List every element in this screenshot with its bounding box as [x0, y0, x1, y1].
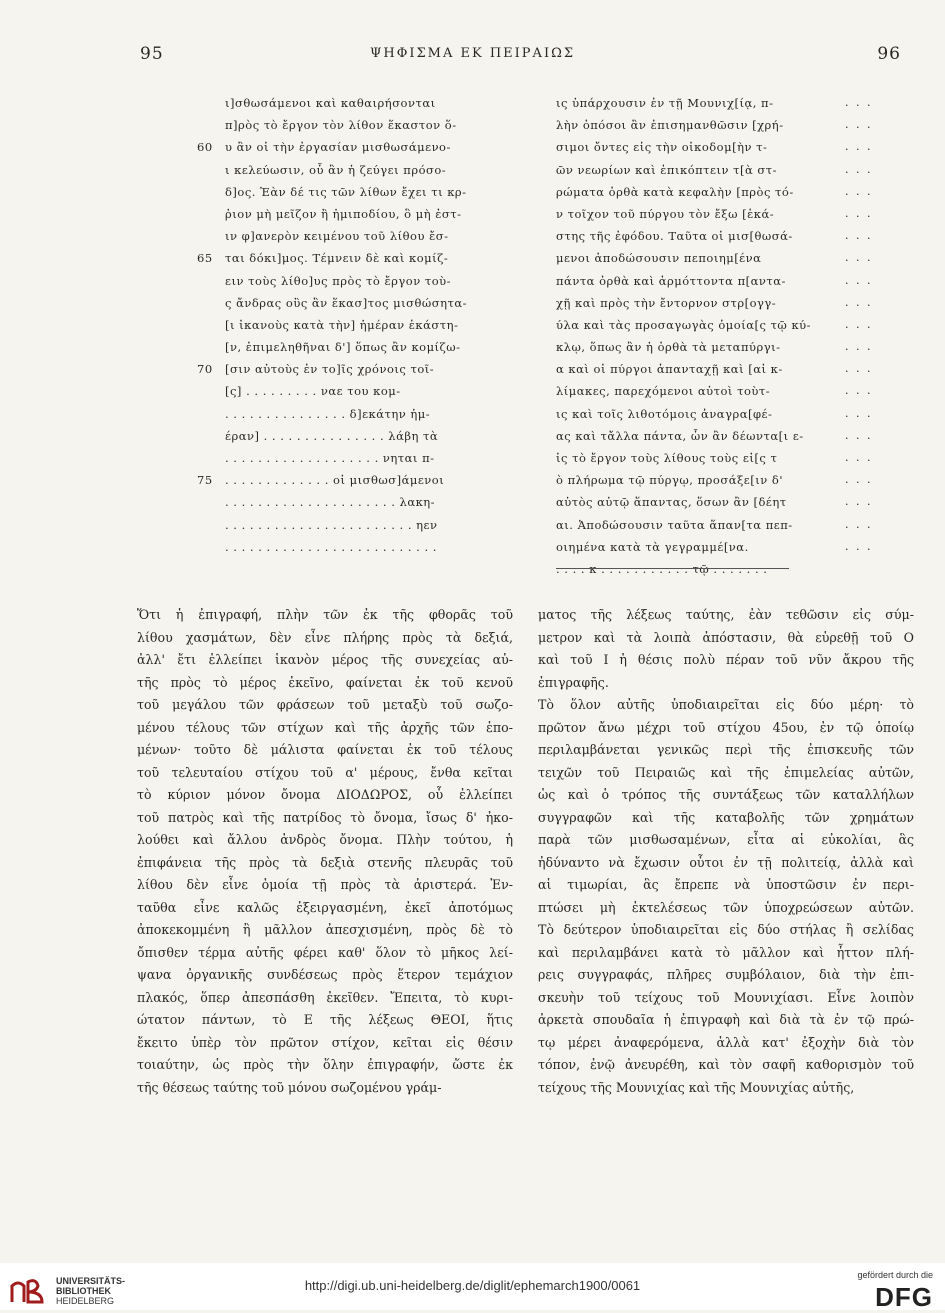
commentary-line: τῆς πρὸς τὸ μέρος ἐκεῖνο, φαίνεται ἐκ τοῦ κενοῦ: [137, 674, 513, 690]
commentary-line: μένων· τοῦτο δὲ μάλιστα φαίνεται ἐκ τοῦ τέλους: [137, 742, 513, 757]
commentary-line: λίθου χασμάτων, δὲν εἶνε πλήρης πρὸς τὰ δεξιά,: [137, 629, 513, 645]
inscription-text: . . . . . . . . . . . . . . . δ]εκάτην ἡμ-: [225, 406, 431, 421]
inscription-ellipsis-column: [845, 92, 872, 558]
inscription-line: ις καὶ τοῖς λιθοτόμοις ἀναγρα[φέ-: [556, 406, 773, 421]
inscription-text: ιν φ]ανερὸν κειμένου τοῦ λίθου ἔσ-: [225, 229, 449, 244]
inscription-line: ας καὶ τἄλλα πάντα, ὧν ἂν δέωντα[ι ε-: [556, 428, 804, 443]
commentary-line: τοῦ μεγάλου τῶν φράσεων τοῦ μεταξὺ τοῦ σωζο-: [137, 697, 513, 712]
commentary-line: σκευὴν τοῦ τείχους τοῦ Μουνιχίασι. Εἶνε λοιπὸν: [538, 989, 914, 1005]
commentary-line: ὄπισθεν τέρμα αὐτῆς φέρει καθ' ὅλον τὸ μῆκος λεί-: [137, 944, 513, 960]
ellipsis-marker: . . .: [845, 384, 873, 398]
commentary-left-column: [137, 604, 513, 1099]
inscription-line: χῇ καὶ πρὸς τὴν ἔντορνον στρ[ογγ-: [556, 295, 777, 310]
inscription-text: . . . . . . . . . . . . . . . . . . . . . . . ηεν: [225, 517, 438, 532]
inscription-line: [197, 247, 525, 269]
commentary-line: πρῶτον ἄνω μέχρι τοῦ στίχου 45ου, ἐν τῷ ὁποίῳ: [538, 719, 914, 735]
ellipsis-marker: . . .: [845, 340, 873, 354]
inscription-text: . . . . . . . . . . . . . . . . . . . . . λακη-: [225, 495, 436, 510]
inscription-line: ῶν νεωρίων καὶ ἐπικόπτειν τ[ὰ στ-: [556, 162, 778, 177]
funded-by-label: gefördert durch die: [857, 1270, 933, 1280]
commentary-line: τοῦ τελευταίου στίχου τοῦ α' μέρους, ἔνθα κεῖται: [137, 764, 513, 780]
commentary-line: ἀποκεκομμένη ἢ μᾶλλον ἀπεσχισμένη, πρὸς δὲ τὸ: [137, 922, 513, 937]
inscription-line: οιημένα κατὰ τὰ γεγραμμέ[να.: [556, 539, 749, 554]
library-name-line2: BIBLIOTHEK: [56, 1286, 111, 1296]
commentary-line: ἠδύναντο νὰ ἔχωσιν οὗτοι ἐν τῇ πολιτείᾳ, ἀλλὰ καὶ: [538, 854, 914, 870]
inscription-line: α καὶ οἱ πύργοι ἁπανταχῇ καὶ [αἱ κ-: [556, 362, 783, 377]
library-name-line3: HEIDELBERG: [56, 1296, 115, 1306]
ellipsis-marker: . . .: [845, 162, 873, 176]
inscription-line: [225, 181, 525, 203]
inscription-line: αι. Ἀποδώσουσιν ταῦτα ἅπαν[τα πεπ-: [556, 517, 793, 532]
inscription-underline: [556, 568, 789, 569]
inscription-text: . . . . . . . . . . . . . . . . . . . . . . . . . .: [225, 539, 437, 554]
commentary-line: τόπον, ἐνῷ ἀνευρέθη, καὶ τὸν σαφῆ καθορισμὸν τοῦ: [538, 1057, 914, 1072]
inscription-text: ται δόκι]μος. Τέμνειν δὲ καὶ κομίζ-: [225, 251, 449, 266]
commentary-line: ἔκειτο ὑπὲρ τὸν πρῶτον στίχον, κεῖται εἰς θέσιν: [137, 1034, 513, 1050]
inscription-line: σιμοι ὄντες εἰς τὴν οἰκοδομ[ὴν τ-: [556, 140, 768, 155]
ellipsis-marker: . . .: [845, 96, 873, 109]
inscription-line: [225, 92, 525, 114]
ellipsis-marker: . . .: [845, 273, 873, 287]
inscription-line: [225, 159, 525, 181]
inscription-line: [225, 225, 525, 247]
line-number: 65: [197, 251, 213, 266]
inscription-line: [225, 314, 525, 336]
inscription-line: αὐτὸς αὐτῷ ἅπαντας, ὅσων ἂν [δέητ: [556, 495, 787, 510]
inscription-text: . . . . . . . . . . . . . οἱ μισθωσ]άμενοι: [225, 473, 445, 488]
inscription-right-column: [556, 92, 856, 580]
line-number: 60: [197, 140, 213, 155]
inscription-line: ν τοῖχον τοῦ πύργου τὸν ἔξω [ἑκά-: [556, 206, 775, 221]
inscription-line: ις ὑπάρχουσιν ἐν τῇ Μουνιχ[ίᾳ, π-: [556, 96, 774, 110]
ellipsis-marker: . . .: [845, 206, 873, 220]
inscription-line: [225, 203, 525, 225]
inscription-line: κλῳ, ὅπως ἂν ἡ ὀρθὰ τὰ μεταπύργι-: [556, 340, 781, 355]
ellipsis-marker: . . .: [845, 539, 873, 553]
commentary-line: τείχους τῆς Μουνιχίας καὶ τῆς Μουνιχίας αὐτῆς,: [538, 1079, 855, 1095]
commentary-line: τῆς θέσεως ταύτης τοῦ μόνου σωζομένου γράμ-: [137, 1079, 442, 1095]
ellipsis-marker: . . .: [845, 118, 873, 132]
commentary-line: ματος τῆς λέξεως ταύτης, ἐὰν τεθῶσιν εἰς σύμ-: [538, 607, 914, 622]
commentary-line: τειχῶν τοῦ Πειραιῶς καὶ τῆς ἐπιμελείας αὐτῶν,: [538, 764, 914, 780]
inscription-text: ειν τοὺς λίθο]υς πρὸς τὸ ἔργον τοὺ-: [225, 273, 452, 288]
commentary-line: ἐπιγραφῆς.: [538, 674, 609, 690]
commentary-line: μένου τέλους τῶν στίχων καὶ τῆς ἀρχῆς τῶν ἑπο-: [137, 719, 513, 735]
commentary-right-column: [538, 604, 914, 1099]
commentary-line: ρεις συγγραφάς, πλῆρες συμβόλαιον, διὰ τὴν ἐπι-: [538, 967, 914, 982]
inscription-line: . . . . κ . . . . . . . . . . . τῷ . . . . . . .: [556, 561, 768, 576]
inscription-line: πάντα ὀρθὰ καὶ ἁρμόττοντα π[αντα-: [556, 273, 786, 288]
line-number: 70: [197, 362, 213, 377]
commentary-line: ἀλλ' ἔτι ἐλλείπει ἱκανὸν μέρος τῆς συνεχείας αὐ-: [137, 652, 513, 667]
inscription-text: [ν, ἐπιμεληθῆναι δ'] ὅπως ἂν κομίζω-: [225, 340, 461, 355]
inscription-line: [225, 292, 525, 314]
inscription-line: μενοι ἀποδώσουσιν πεποιημ[ένα: [556, 251, 762, 266]
ellipsis-marker: . . .: [845, 451, 873, 464]
ellipsis-marker: . . .: [845, 428, 873, 442]
inscription-line: [197, 358, 525, 380]
commentary-line: ταῦθα εἶνε καλῶς ἐξειργασμένη, ἐκεῖ ἀποτόμως: [137, 899, 513, 915]
inscription-text: π]ρὸς τὸ ἔργον τὸν λίθον ἕκαστον ὅ-: [225, 118, 457, 133]
inscription-line: [225, 336, 525, 358]
ellipsis-marker: . . .: [845, 184, 873, 198]
inscription-text: . . . . . . . . . . . . . . . . . . . νηται π-: [225, 451, 435, 465]
inscription-text: ς ἄνδρας οὓς ἂν ἕκασ]τος μισθώσητα-: [225, 295, 468, 310]
inscription-line: ύλα καὶ τὰς προσαγωγὰς ὁμοία[ς τῷ κύ-: [556, 317, 812, 332]
commentary-line: Τὸ δεύτερον ὑποδιαιρεῖται εἰς δύο στήλας ἢ σελίδας: [538, 922, 914, 937]
inscription-line: [197, 136, 525, 158]
commentary-line: ἀρκετὰ σπουδαῖα ἡ ἐπιγραφὴ καὶ διὰ τὰ ἐν τῷ πρώ-: [538, 1012, 914, 1027]
running-title: ΨΗΦΙΣΜΑ ΕΚ ΠΕΙΡΑΙΩΣ: [369, 46, 576, 61]
inscription-line: ρώματα ὀρθὰ κατὰ κεφαλὴν [πρὸς τό-: [556, 184, 794, 199]
inscription-line: [225, 536, 525, 558]
commentary-line: περιλαμβάνεται γενικῶς περὶ τῆς ἐπισκευῆς τῶν: [538, 742, 914, 757]
commentary-line: ὡς καὶ ὁ τρόπος τῆς συντάξεως τῶν καταλλήλων: [538, 787, 914, 802]
commentary-line: συγγραφῶν καὶ τῆς καταβολῆς τῶν χρημάτων: [538, 809, 914, 825]
commentary-line: λούθει καὶ ἄλλου ἀνδρὸς ὄνομα. Πλὴν τούτου, ἡ: [137, 832, 513, 847]
library-name-line1: UNIVERSITÄTS-: [56, 1276, 126, 1286]
right-page-number: 96: [877, 44, 901, 64]
commentary-line: τῳ μέρει ἀναφερόμενα, ἀλλὰ κατ' ἐξοχὴν διὰ τὸν: [538, 1034, 914, 1050]
inscription-line: [225, 425, 525, 447]
commentary-line: πλακός, ὅπερ ἀπεσπάσθη ἐκεῖθεν. Ἔπειτα, τὸ κυρι-: [137, 989, 513, 1005]
ellipsis-marker: . . .: [845, 473, 873, 487]
inscription-text: [ι ἱκανοὺς κατὰ τὴν] ἡμέραν ἑκάστη-: [225, 317, 459, 332]
commentary-line: τοῦ πατρὸς καὶ τῆς πατρίδος τὸ ὄνομα, ἴσως δ' ἠκο-: [137, 809, 513, 825]
commentary-line: τὸ κύριον μόνον ὄνομα ΔΙΟΔΩΡΟΣ, οὗ ἐλλείπει: [137, 787, 513, 802]
ellipsis-marker: . . .: [845, 517, 873, 531]
commentary-line: Ὅτι ἡ ἐπιγραφή, πλὴν τῶν ἐκ τῆς φθορᾶς τοῦ: [137, 607, 513, 622]
ellipsis-marker: . . .: [845, 406, 873, 420]
dfg-logo: DFG: [875, 1282, 933, 1312]
ellipsis-marker: . . .: [845, 495, 873, 509]
inscription-line: ὸ πλήρωμα τῷ πύργῳ, προσάξε[ιν δ': [556, 473, 783, 488]
inscription-text: υ ἂν οἱ τὴν ἐργασίαν μισθωσάμενο-: [225, 140, 451, 155]
ellipsis-marker: . . .: [845, 295, 873, 309]
inscription-text: έραν] . . . . . . . . . . . . . . . λάβη τὰ: [225, 428, 439, 443]
inscription-text: ι κελεύωσιν, οὗ ἂν ἡ ζεύγει πρόσο-: [225, 162, 447, 177]
inscription-text: ῥιον μὴ μεῖζον ἢ ἡμιποδίου, ὃ μὴ ἐστ-: [225, 206, 462, 221]
ellipsis-marker: . . .: [845, 251, 873, 265]
inscription-line: [197, 469, 525, 491]
inscription-text: δ]ος. Ἐὰν δέ τις τῶν λίθων ἔχει τι κρ-: [225, 184, 467, 199]
inscription-line: [225, 514, 525, 536]
commentary-line: ψανα ὀργανικῆς συνδέσεως πρὸς ἕτερον τεμάχιον: [137, 967, 513, 982]
inscription-text: [σιν αὐτοὺς ἐν το]ῖς χρόνοις τοῖ-: [225, 362, 435, 377]
inscription-left-column: [197, 92, 525, 558]
ellipsis-marker: . . .: [845, 140, 873, 154]
inscription-line: λὴν ὁπόσοι ἂν ἐπισημανθῶσιν [χρή-: [556, 118, 784, 133]
inscription-text: ι]σθωσάμενοι καὶ καθαιρήσονται: [225, 96, 436, 110]
commentary-line: ώτατον πάντων, τὸ Ε τῆς λέξεως ΘΕΟΙ, ἥτις: [137, 1012, 513, 1027]
inscription-line: [225, 270, 525, 292]
ellipsis-marker: . . .: [845, 362, 873, 376]
commentary-line: τοιαύτην, ὡς πρὸς τὴν ὅλην ἐπιγραφήν, ὥστε ἐκ: [137, 1057, 513, 1072]
ellipsis-marker: . . .: [845, 229, 873, 243]
inscription-line: στης τῆς ἐφόδου. Ταῦτα οἱ μισ[θωσά-: [556, 229, 793, 244]
line-number: 75: [197, 473, 213, 488]
commentary-line: πτώσει μὴ ἐκτελέσεως τῶν ὑποχρεώσεων αὐτῶν.: [538, 899, 914, 915]
inscription-line: [225, 447, 525, 469]
commentary-line: ἐπιφάνεια τῆς πρὸς τὰ δεξιὰ στενῆς πλευρᾶς τοῦ: [137, 854, 513, 870]
commentary-line: καὶ περιλαμβάνει κατὰ τὸ μᾶλλον καὶ ἧττον πλή-: [538, 944, 914, 960]
inscription-line: ἰς τὸ ἔργον τοὺς λίθους τοὺς εἰ[ς τ: [556, 451, 778, 465]
commentary-line: αἱ τιμωρίαι, ἃς ἔπρεπε νὰ ὑποστῶσιν ἐν περι-: [538, 877, 914, 892]
inscription-line: [225, 114, 525, 136]
commentary-line: Τὸ ὅλον αὐτῆς ὑποδιαιρεῖται εἰς δύο μέρη· τὸ: [538, 697, 914, 712]
inscription-line: [225, 403, 525, 425]
inscription-line: [225, 491, 525, 513]
ellipsis-marker: . . .: [845, 317, 873, 331]
commentary-line: παρὰ τῶν μισθωσαμένων, εἶτα αἱ εὐκολίαι, ἃς: [538, 832, 914, 847]
source-url-link[interactable]: http://digi.ub.uni-heidelberg.de/diglit/ephemarch1900/0061: [304, 1278, 641, 1293]
commentary-line: μετρον καὶ τὰ λοιπὰ ἀπόστασιν, θὰ εὑρεθῇ τοῦ Ο: [538, 629, 914, 645]
commentary-line: καὶ τοῦ Ι ἡ θέσις πολὺ πέραν τοῦ νῦν ἄκρου τῆς: [538, 652, 914, 667]
inscription-line: [225, 380, 525, 402]
inscription-text: [ς] . . . . . . . . . ναε του κομ-: [225, 384, 401, 399]
left-page-number: 95: [140, 44, 164, 64]
commentary-line: λίθου δὲν εἶνε ὁμοία τῇ πρὸς τὰ ἀριστερά. Ἐν-: [137, 877, 513, 892]
inscription-line: λίμακες, παρεχόμενοι αὐτοὶ τοὺτ-: [556, 384, 771, 399]
